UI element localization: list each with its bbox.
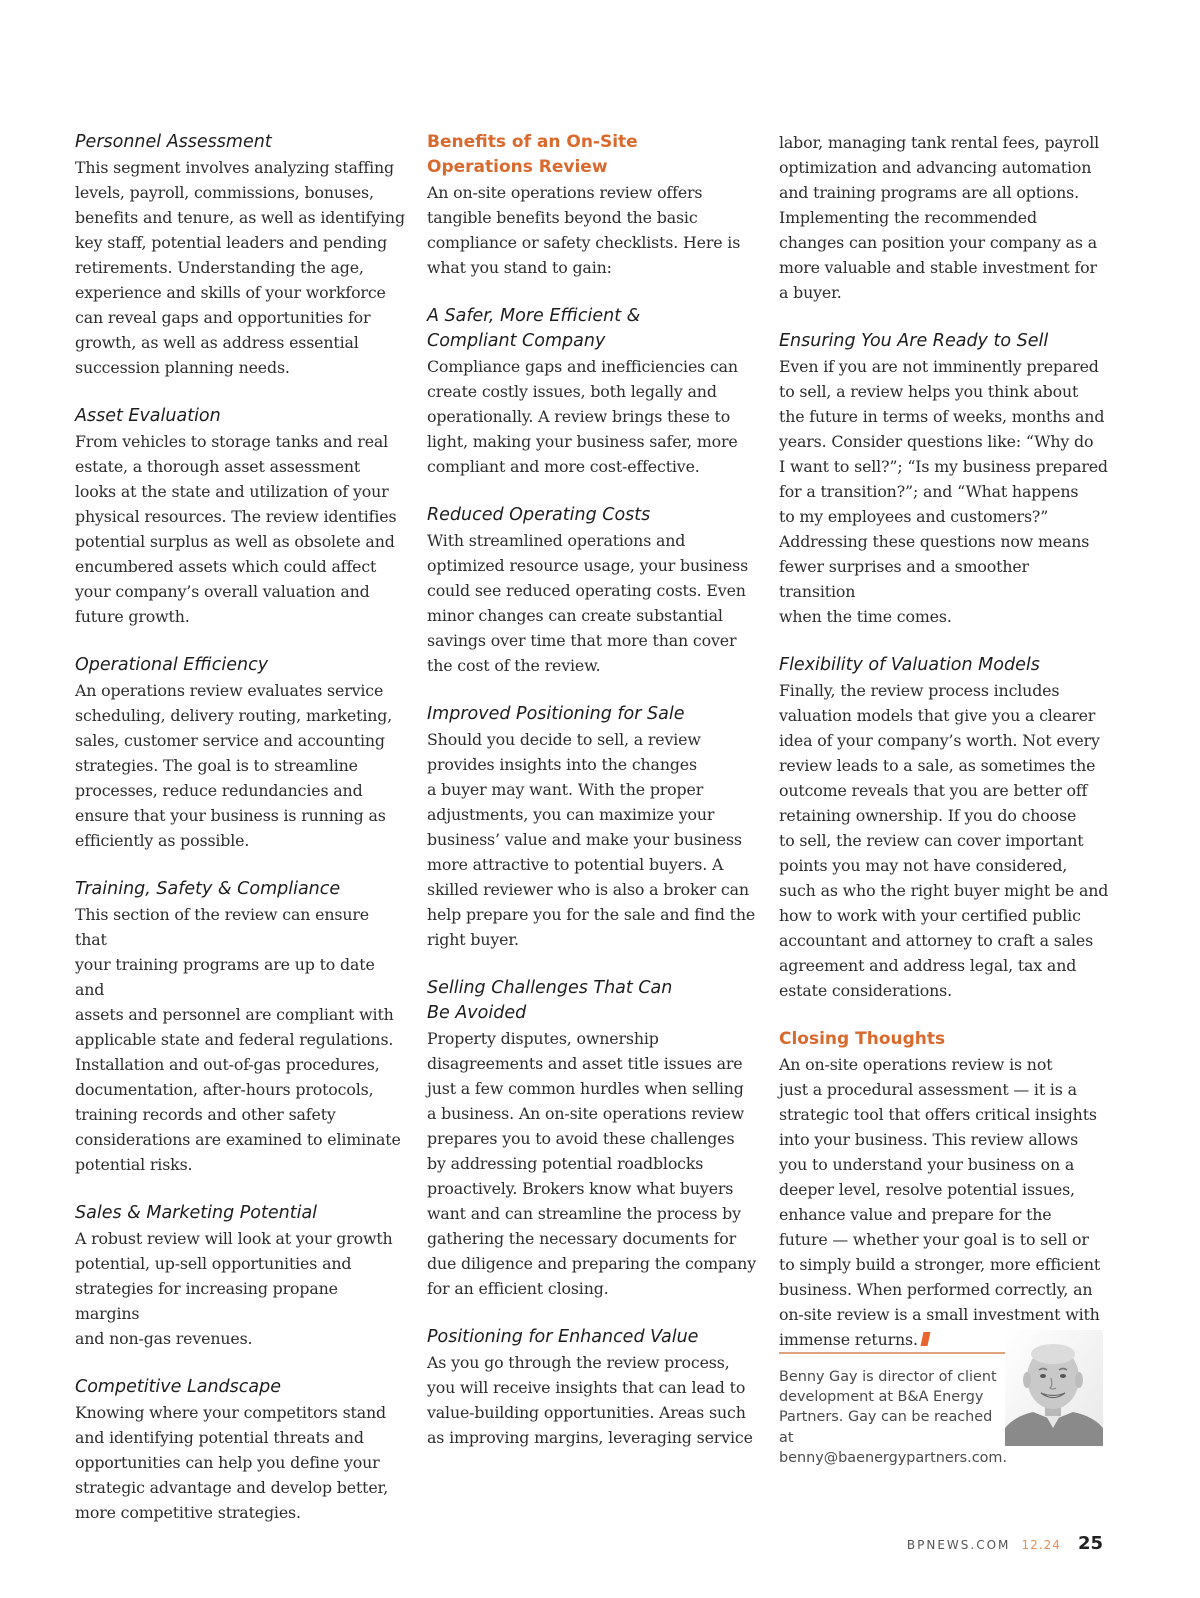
text-line: growth, as well as address essential bbox=[75, 333, 359, 352]
text-line: as improving margins, leveraging service bbox=[427, 1428, 753, 1447]
text-line: to my employees and customers?” bbox=[779, 507, 1049, 526]
article-section bbox=[427, 130, 757, 280]
text-line: right buyer. bbox=[427, 930, 519, 949]
section-title: Benefits of an On-Site bbox=[427, 132, 638, 152]
text-line: to sell, a review helps you think about bbox=[779, 382, 1079, 401]
text-line: on-site review is a small investment with bbox=[779, 1305, 1100, 1324]
article-section bbox=[75, 653, 405, 853]
text-line: your company’s overall valuation and bbox=[75, 582, 370, 601]
text-line: can reveal gaps and opportunities for bbox=[75, 308, 371, 327]
text-line: This segment involves analyzing staffing bbox=[75, 158, 395, 177]
text-line: by addressing potential roadblocks bbox=[427, 1154, 704, 1173]
bio-line: development at B&A Energy bbox=[779, 1389, 984, 1406]
article-section bbox=[779, 1027, 1109, 1352]
section-body bbox=[75, 678, 405, 853]
section-body bbox=[779, 354, 1109, 629]
section-body bbox=[75, 429, 405, 629]
text-line: efficiently as possible. bbox=[75, 831, 250, 850]
text-line: retaining ownership. If you do choose bbox=[779, 806, 1077, 825]
text-line: for a transition?”; and “What happens bbox=[779, 482, 1079, 501]
text-line: more attractive to potential buyers. A bbox=[427, 855, 724, 874]
section-body bbox=[427, 1350, 757, 1450]
section-body bbox=[779, 130, 1109, 305]
text-line: immense returns. bbox=[779, 1327, 1109, 1352]
article-section bbox=[427, 304, 757, 479]
text-line: due diligence and preparing the company bbox=[427, 1254, 756, 1273]
text-line: operationally. A review brings these to bbox=[427, 407, 731, 426]
section-heading: Be Avoided bbox=[427, 1003, 527, 1023]
text-line: scheduling, delivery routing, marketing, bbox=[75, 706, 393, 725]
text-line: strategies for increasing propane margins bbox=[75, 1279, 338, 1323]
text-line: when the time comes. bbox=[779, 607, 952, 626]
bio-line: Partners. Gay can be reached at bbox=[779, 1409, 993, 1446]
footer-site: BPNEWS.COM bbox=[906, 1538, 1011, 1552]
section-heading: Improved Positioning for Sale bbox=[427, 704, 685, 724]
text-line: idea of your company’s worth. Not every bbox=[779, 731, 1100, 750]
text-line: As you go through the review process, bbox=[427, 1353, 730, 1372]
text-line: want and can streamline the process by bbox=[427, 1204, 741, 1223]
text-line: looks at the state and utilization of your bbox=[75, 482, 389, 501]
text-line: prepares you to avoid these challenges bbox=[427, 1129, 735, 1148]
article-section bbox=[75, 130, 405, 380]
column-3 bbox=[779, 130, 1109, 1376]
article-section bbox=[75, 877, 405, 1177]
footer-issue: 12.24 bbox=[1021, 1538, 1061, 1552]
section-heading: Positioning for Enhanced Value bbox=[427, 1327, 699, 1347]
text-line: gathering the necessary documents for bbox=[427, 1229, 737, 1248]
text-line: An on-site operations review is not bbox=[779, 1055, 1053, 1074]
text-line: A robust review will look at your growth bbox=[75, 1229, 393, 1248]
text-line: assets and personnel are compliant with bbox=[75, 1005, 394, 1024]
text-line: retirements. Understanding the age, bbox=[75, 258, 364, 277]
text-line: you to understand your business on a bbox=[779, 1155, 1075, 1174]
text-line: compliance or safety checklists. Here is bbox=[427, 233, 741, 252]
text-line: With streamlined operations and bbox=[427, 531, 686, 550]
author-bio bbox=[779, 1330, 1103, 1466]
bio-line: Benny Gay is director of client bbox=[779, 1369, 997, 1385]
text-line: compliant and more cost-effective. bbox=[427, 457, 700, 476]
text-line: considerations are examined to eliminate bbox=[75, 1130, 401, 1149]
text-line: documentation, after-hours protocols, bbox=[75, 1080, 374, 1099]
section-heading: Ensuring You Are Ready to Sell bbox=[779, 331, 1049, 351]
text-line: the future in terms of weeks, months and bbox=[779, 407, 1105, 426]
article-section bbox=[427, 976, 757, 1301]
text-line: your training programs are up to date and bbox=[75, 955, 375, 999]
text-line: into your business. This review allows bbox=[779, 1130, 1079, 1149]
text-line: minor changes can create substantial bbox=[427, 606, 723, 625]
section-heading: Sales & Marketing Potential bbox=[75, 1203, 318, 1223]
text-line: years. Consider questions like: “Why do bbox=[779, 432, 1094, 451]
text-line: An operations review evaluates service bbox=[75, 681, 384, 700]
text-line: experience and skills of your workforce bbox=[75, 283, 386, 302]
text-line: fewer surprises and a smoother transition bbox=[779, 557, 1029, 601]
text-line: Installation and out-of-gas procedures, bbox=[75, 1055, 380, 1074]
text-line: Knowing where your competitors stand bbox=[75, 1403, 387, 1422]
article-section bbox=[75, 1201, 405, 1351]
text-line: future — whether your goal is to sell or bbox=[779, 1230, 1089, 1249]
section-body bbox=[779, 1052, 1109, 1352]
text-line: for an efficient closing. bbox=[427, 1279, 609, 1298]
text-line: From vehicles to storage tanks and real bbox=[75, 432, 389, 451]
text-line: a buyer may want. With the proper bbox=[427, 780, 704, 799]
text-line: light, making your business safer, more bbox=[427, 432, 738, 451]
text-line: business. When performed correctly, an bbox=[779, 1280, 1093, 1299]
text-line: processes, reduce redundancies and bbox=[75, 781, 363, 800]
text-line: such as who the right buyer might be and bbox=[779, 881, 1109, 900]
text-line: and identifying potential threats and bbox=[75, 1428, 364, 1447]
text-line: create costly issues, both legally and bbox=[427, 382, 717, 401]
text-line: Compliance gaps and inefficiencies can bbox=[427, 357, 738, 376]
text-line: points you may not have considered, bbox=[779, 856, 1068, 875]
text-line: tangible benefits beyond the basic bbox=[427, 208, 698, 227]
text-line: just a few common hurdles when selling bbox=[427, 1079, 744, 1098]
text-line: just a procedural assessment — it is a bbox=[779, 1080, 1077, 1099]
text-line: agreement and address legal, tax and bbox=[779, 956, 1077, 975]
column-2 bbox=[427, 130, 757, 1474]
text-line: ensure that your business is running as bbox=[75, 806, 386, 825]
text-line: the cost of the review. bbox=[427, 656, 601, 675]
text-line: estate considerations. bbox=[779, 981, 952, 1000]
text-line: strategies. The goal is to streamline bbox=[75, 756, 358, 775]
text-line: skilled reviewer who is also a broker can bbox=[427, 880, 749, 899]
section-heading: Compliant Company bbox=[427, 331, 606, 351]
text-line: optimized resource usage, your business bbox=[427, 556, 749, 575]
text-line: how to work with your certified public bbox=[779, 906, 1081, 925]
text-line: Finally, the review process includes bbox=[779, 681, 1060, 700]
text-line: what you stand to gain: bbox=[427, 258, 612, 277]
text-line: strategic tool that offers critical insights bbox=[779, 1105, 1097, 1124]
page-footer bbox=[907, 1533, 1103, 1554]
author-photo bbox=[1005, 1330, 1103, 1446]
section-body bbox=[75, 1226, 405, 1351]
article-section bbox=[427, 503, 757, 678]
text-line: savings over time that more than cover bbox=[427, 631, 737, 650]
text-line: Implementing the recommended bbox=[779, 208, 1037, 227]
section-body bbox=[427, 528, 757, 678]
text-line: potential surplus as well as obsolete and bbox=[75, 532, 395, 551]
text-line: potential, up-sell opportunities and bbox=[75, 1254, 352, 1273]
bio-text bbox=[779, 1367, 1009, 1468]
text-line: succession planning needs. bbox=[75, 358, 290, 377]
article-section bbox=[779, 130, 1109, 305]
text-line: to sell, the review can cover important bbox=[779, 831, 1084, 850]
text-line: proactively. Brokers know what buyers bbox=[427, 1179, 734, 1198]
section-heading: Selling Challenges That Can bbox=[427, 978, 673, 998]
column-1 bbox=[75, 130, 405, 1549]
text-line: benefits and tenure, as well as identifying bbox=[75, 208, 405, 227]
text-line: enhance value and prepare for the bbox=[779, 1205, 1052, 1224]
text-line: adjustments, you can maximize your bbox=[427, 805, 715, 824]
article-section bbox=[75, 404, 405, 629]
section-body bbox=[75, 1400, 405, 1525]
text-line: and training programs are all options. bbox=[779, 183, 1080, 202]
section-body bbox=[427, 727, 757, 952]
section-heading: Reduced Operating Costs bbox=[427, 505, 651, 525]
text-line: strategic advantage and develop better, bbox=[75, 1478, 389, 1497]
bio-line: benny@baenergypartners.com. bbox=[779, 1449, 1008, 1466]
text-line: you will receive insights that can lead to bbox=[427, 1378, 746, 1397]
text-line: Property disputes, ownership bbox=[427, 1029, 659, 1048]
text-line: business’ value and make your business bbox=[427, 830, 742, 849]
text-line: outcome reveals that you are better off bbox=[779, 781, 1088, 800]
text-line: provides insights into the changes bbox=[427, 755, 697, 774]
text-line: training records and other safety bbox=[75, 1105, 336, 1124]
text-line: Addressing these questions now means bbox=[779, 532, 1090, 551]
text-line: optimization and advancing automation bbox=[779, 158, 1092, 177]
text-line: help prepare you for the sale and find the bbox=[427, 905, 756, 924]
page-number: 25 bbox=[1077, 1533, 1103, 1554]
text-line: disagreements and asset title issues are bbox=[427, 1054, 743, 1073]
text-line: changes can position your company as a bbox=[779, 233, 1097, 252]
text-line: a business. An on-site operations review bbox=[427, 1104, 745, 1123]
section-title: Operations Review bbox=[427, 157, 608, 177]
section-heading: Personnel Assessment bbox=[75, 132, 272, 152]
section-heading: Asset Evaluation bbox=[75, 406, 221, 426]
text-line: a buyer. bbox=[779, 283, 842, 302]
text-line: to simply build a stronger, more efficient bbox=[779, 1255, 1101, 1274]
text-line: accountant and attorney to craft a sales bbox=[779, 931, 1094, 950]
text-line: could see reduced operating costs. Even bbox=[427, 581, 746, 600]
text-line: applicable state and federal regulations. bbox=[75, 1030, 394, 1049]
text-line: Even if you are not imminently prepared bbox=[779, 357, 1099, 376]
article-section bbox=[427, 1325, 757, 1450]
section-body bbox=[75, 155, 405, 380]
section-heading: A Safer, More Efficient & bbox=[427, 306, 641, 326]
section-body bbox=[427, 354, 757, 479]
text-line: levels, payroll, commissions, bonuses, bbox=[75, 183, 374, 202]
text-line: sales, customer service and accounting bbox=[75, 731, 385, 750]
article-section bbox=[427, 702, 757, 952]
text-line: and non-gas revenues. bbox=[75, 1329, 253, 1348]
text-line: This section of the review can ensure that bbox=[75, 905, 369, 949]
section-body bbox=[427, 180, 757, 280]
text-line: labor, managing tank rental fees, payroll bbox=[779, 133, 1100, 152]
bio-divider bbox=[779, 1352, 1019, 1354]
article-section bbox=[75, 1375, 405, 1525]
text-line: potential risks. bbox=[75, 1155, 193, 1174]
section-heading: Competitive Landscape bbox=[75, 1377, 281, 1397]
text-line: more competitive strategies. bbox=[75, 1503, 301, 1522]
text-line: physical resources. The review identifies bbox=[75, 507, 397, 526]
article-section bbox=[779, 653, 1109, 1003]
text-line: review leads to a sale, as sometimes the bbox=[779, 756, 1096, 775]
section-body bbox=[427, 1026, 757, 1301]
text-line: valuation models that give you a clearer bbox=[779, 706, 1096, 725]
text-line: key staff, potential leaders and pending bbox=[75, 233, 388, 252]
text-line: Should you decide to sell, a review bbox=[427, 730, 701, 749]
text-line: encumbered assets which could affect bbox=[75, 557, 377, 576]
section-heading: Training, Safety & Compliance bbox=[75, 879, 341, 899]
text-line: future growth. bbox=[75, 607, 190, 626]
text-line: opportunities can help you define your bbox=[75, 1453, 380, 1472]
text-line: An on-site operations review offers bbox=[427, 183, 703, 202]
section-heading: Operational Efficiency bbox=[75, 655, 269, 675]
text-line: deeper level, resolve potential issues, bbox=[779, 1180, 1075, 1199]
section-body bbox=[75, 902, 405, 1177]
article-section bbox=[779, 329, 1109, 629]
section-title: Closing Thoughts bbox=[779, 1029, 946, 1049]
text-line: more valuable and stable investment for bbox=[779, 258, 1097, 277]
text-line: I want to sell?”; “Is my business prepared bbox=[779, 457, 1108, 476]
text-line: value-building opportunities. Areas such bbox=[427, 1403, 746, 1422]
text-line: estate, a thorough asset assessment bbox=[75, 457, 361, 476]
section-heading: Flexibility of Valuation Models bbox=[779, 655, 1040, 675]
section-body bbox=[779, 678, 1109, 1003]
